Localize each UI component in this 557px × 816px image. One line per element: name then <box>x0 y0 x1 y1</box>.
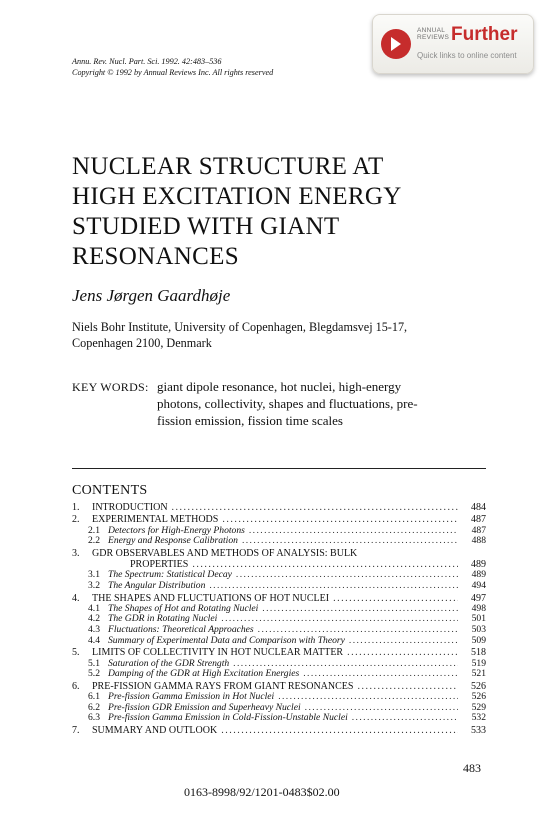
toc-section-number: 1. <box>72 502 80 513</box>
affiliation-line: Niels Bohr Institute, University of Copenhagen, Blegdamsvej 15-17, <box>72 320 408 334</box>
toc-section-number: 3.2 <box>88 579 100 591</box>
toc-section-title: SUMMARY AND OUTLOOK <box>92 724 218 736</box>
toc-section-title: PROPERTIES <box>130 559 189 571</box>
toc-leader-dots <box>303 669 458 680</box>
toc-section-number: 5. <box>72 647 80 659</box>
toc-page-number: 487 <box>471 514 486 526</box>
badge-annual-reviews-label: ANNUAL REVIEWS <box>417 27 450 41</box>
toc-section-number: 2.1 <box>88 524 100 536</box>
toc-section-title: PRE-FISSION GAMMA RAYS FROM GIANT RESONANCES <box>92 680 354 692</box>
toc-page-number: 489 <box>471 559 486 571</box>
toc-page-number: 519 <box>471 657 486 669</box>
keywords-line: fission emission, fission time scales <box>157 413 343 428</box>
toc-page-number: 526 <box>471 680 486 692</box>
toc-section-number: 6.1 <box>88 691 100 703</box>
toc-page-number: 498 <box>471 602 486 614</box>
toc-entry[interactable] <box>72 669 486 680</box>
copyright-line: Copyright © 1992 by Annual Reviews Inc. All rights reserved <box>72 68 274 77</box>
citation-block <box>72 56 273 78</box>
citation-line: Annu. Rev. Nucl. Part. Sci. 1992. 42:483–536 <box>72 57 222 66</box>
affiliation <box>72 319 407 351</box>
toc-section-number: 7. <box>72 724 80 736</box>
toc-leader-dots <box>236 570 458 581</box>
toc-page-number: 518 <box>471 647 486 659</box>
toc-page-number: 488 <box>471 535 486 547</box>
toc-section-title: THE SHAPES AND FLUCTUATIONS OF HOT NUCLEI <box>92 592 330 604</box>
author-name: Jens Jørgen Gaardhøje <box>72 286 231 305</box>
toc-section-number: 2.2 <box>88 535 100 547</box>
toc-page-number: 526 <box>471 691 486 703</box>
toc-leader-dots <box>262 604 458 615</box>
toc-section-number: 4.3 <box>88 624 100 636</box>
toc-entry[interactable] <box>72 713 486 724</box>
page-number: 483 <box>463 761 481 775</box>
toc-page-number: 484 <box>471 502 486 513</box>
title-line: HIGH EXCITATION ENERGY <box>72 183 402 210</box>
toc-entry[interactable] <box>72 725 486 736</box>
toc-entry[interactable] <box>72 548 486 559</box>
title-line: RESONANCES <box>72 243 239 270</box>
toc-section-title: Saturation of the GDR Strength <box>108 657 230 669</box>
toc-page-number: 501 <box>471 613 486 625</box>
toc-section-number: 3.1 <box>88 569 100 581</box>
toc-section-title: The Spectrum: Statistical Decay <box>108 569 232 581</box>
toc-section-title: Detectors for High-Energy Photons <box>108 524 245 536</box>
toc-section-title: INTRODUCTION <box>92 502 168 513</box>
price-code: 0163-8998/92/1201-0483$02.00 <box>184 785 340 799</box>
toc-page-number: 489 <box>471 569 486 581</box>
toc-section-title: Energy and Response Calibration <box>108 535 238 547</box>
toc-leader-dots <box>221 725 458 736</box>
toc-leader-dots <box>347 647 458 658</box>
toc-leader-dots <box>352 713 458 724</box>
toc-page-number: 521 <box>471 668 486 680</box>
toc-leader-dots <box>333 593 458 604</box>
toc-section-number: 3. <box>72 547 80 559</box>
toc-entry[interactable] <box>72 647 486 658</box>
keywords-line: giant dipole resonance, hot nuclei, high-energy <box>157 379 402 394</box>
toc-section-title: LIMITS OF COLLECTIVITY IN HOT NUCLEAR MATTER <box>92 647 344 659</box>
toc-section-number: 6. <box>72 680 80 692</box>
toc-page-number: 497 <box>471 592 486 604</box>
toc-section-title: Summary of Experimental Data and Comparison with Theory <box>108 634 345 646</box>
toc-section-number: 4.1 <box>88 602 100 614</box>
horizontal-rule <box>72 468 486 469</box>
article-title <box>72 152 492 272</box>
toc-leader-dots <box>349 636 458 647</box>
toc-section-number: 6.3 <box>88 712 100 724</box>
toc-section-number: 5.1 <box>88 657 100 669</box>
toc-leader-dots <box>192 559 458 570</box>
toc-section-number: 6.2 <box>88 701 100 713</box>
keywords-label: KEY WORDS: <box>72 380 149 394</box>
toc-section-number: 5.2 <box>88 668 100 680</box>
toc-leader-dots <box>222 514 458 525</box>
toc-page-number: 494 <box>471 579 486 591</box>
toc-section-title: Pre-fission Gamma Emission in Hot Nuclei <box>108 691 275 703</box>
toc-leader-dots <box>209 581 458 592</box>
toc-section-title: Pre-fission Gamma Emission in Cold-Fission-Unstable Nuclei <box>108 712 348 724</box>
toc-section-title: Pre-fission GDR Emission and Superheavy Nuclei <box>108 701 301 713</box>
toc-leader-dots <box>278 692 458 703</box>
toc-section-number: 4.2 <box>88 613 100 625</box>
arrow-icon <box>388 35 404 53</box>
toc-page-number: 503 <box>471 624 486 636</box>
toc-entry[interactable] <box>72 514 486 525</box>
toc-section-title: The GDR in Rotating Nuclei <box>108 613 218 625</box>
toc-section-number: 4. <box>72 592 80 604</box>
toc-leader-dots <box>172 502 458 513</box>
toc-section-number: 2. <box>72 514 80 526</box>
keywords-text <box>157 378 487 429</box>
title-line: STUDIED WITH GIANT <box>72 213 340 240</box>
toc-leader-dots <box>242 536 458 547</box>
table-of-contents <box>72 501 486 736</box>
badge-subtitle: Quick links to online content <box>417 51 517 60</box>
badge-further-label: Further <box>451 24 518 45</box>
toc-leader-dots <box>357 681 458 692</box>
toc-section-number: 4.4 <box>88 634 100 646</box>
toc-page-number: 509 <box>471 634 486 646</box>
toc-entry[interactable] <box>72 502 486 513</box>
toc-page-number: 529 <box>471 701 486 713</box>
toc-page-number: 533 <box>471 724 486 736</box>
annual-reviews-further-badge[interactable] <box>372 14 534 74</box>
further-logo-icon <box>381 29 411 59</box>
toc-entry[interactable] <box>72 581 486 592</box>
toc-section-title: Fluctuations: Theoretical Approaches <box>108 624 254 636</box>
toc-section-title: The Angular Distribution <box>108 579 206 591</box>
toc-page-number: 532 <box>471 712 486 724</box>
title-line: NUCLEAR STRUCTURE AT <box>72 153 384 180</box>
toc-leader-dots <box>221 614 458 625</box>
toc-entry[interactable] <box>72 636 486 647</box>
toc-section-title: EXPERIMENTAL METHODS <box>92 514 219 526</box>
toc-section-title: GDR OBSERVABLES AND METHODS OF ANALYSIS: BULK <box>92 547 358 559</box>
toc-section-title: The Shapes of Hot and Rotating Nuclei <box>108 602 259 614</box>
affiliation-line: Copenhagen 2100, Denmark <box>72 336 212 350</box>
keywords-line: photons, collectivity, shapes and fluctuations, pre- <box>157 396 418 411</box>
contents-heading: CONTENTS <box>72 483 148 498</box>
toc-entry[interactable] <box>72 536 486 547</box>
toc-leader-dots <box>249 526 458 537</box>
toc-page-number: 487 <box>471 524 486 536</box>
toc-section-title: Damping of the GDR at High Excitation Energies <box>108 668 300 680</box>
